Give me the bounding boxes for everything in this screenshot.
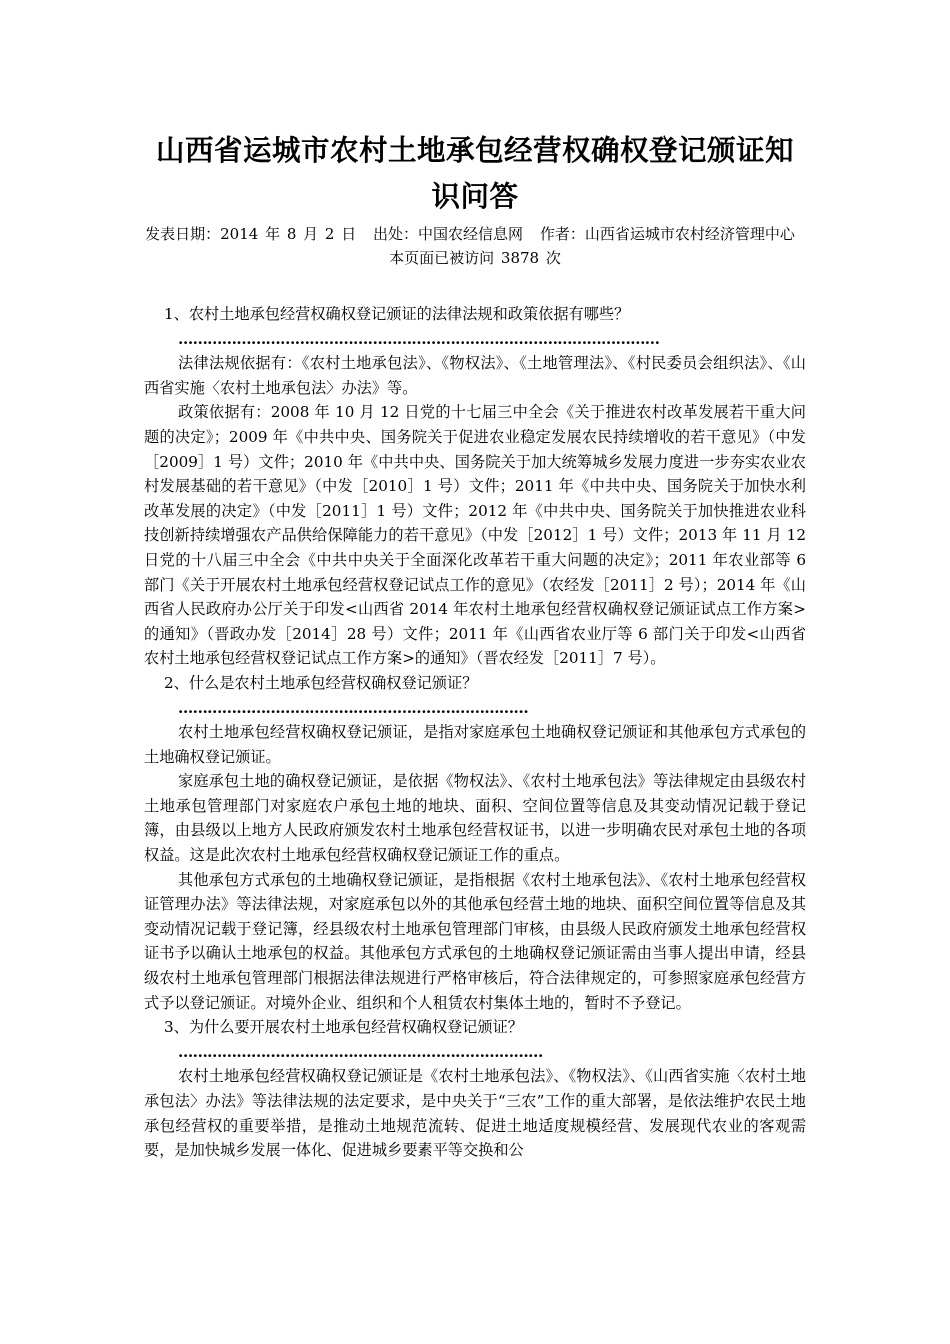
visit-count: 本页面已被访问 3878 次 — [389, 249, 561, 267]
answer-paragraph: 农村土地承包经营权确权登记颁证，是指对家庭承包土地确权登记颁证和其他承包方式承包的土地确权登记颁证。 — [144, 723, 806, 766]
answer-paragraph: 法律法规依据有：《农村土地承包法》、《物权法》、《土地管理法》、《村民委员会组织法》、《山西省实施〈农村土地承包法〉办法》等。 — [144, 354, 806, 397]
dotted-separator: ……………………………………………………………… — [178, 698, 529, 717]
question-heading: 2、什么是农村土地承包经营权确权登记颁证？ — [164, 673, 478, 692]
answer-paragraph: 政策依据有：2008 年 10 月 12 日党的十七届三中全会《关于推进农村改革发展若干重大问题的决定》；2009 年《中共中央、国务院关于促进农业稳定发展农民持续增收的若干意见》（中发［2009］1 号）文件；2010 年《中共中央、国务院关于加大统筹城乡发展力度进一步夯实农业农村发展基础的若干意见》（中发［2010］1 号）文件；2011 年《中共中央、国务院关于加快水利改革发展的决定》（中发［2011］1 号）文件；2012 年《中共中央、国务院关于加快推进农业科技创新持续增强农产品供给保障能力的若干意见》（中发［2012］1 号）文件；2013 年 11 月 12 日党的十八届三中全会《中共中央关于全面深化改革若干重大问题的决定》；2011 年农业部等 6 部门《关于开展农村土地承包经营权登记试点工作的意见》（农经发［2011］2 号）；2014 年《山西省人民政府办公厅关于印发<山西省 2014 年农村土地承包经营权确权登记颁证试点工作方案>的通知》（晋政办发［2014］28 号）文件；2011 年《山西省农业厅等 6 部门关于印发<山西省农村土地承包经营权登记试点工作方案>的通知》（晋农经发［2011］7 号）。 — [144, 403, 806, 668]
answer-paragraph: 其他承包方式承包的土地确权登记颁证，是指根据《农村土地承包法》、《农村土地承包经营权证管理办法》等法律法规，对家庭承包以外的其他承包经营土地的地块、面积空间位置等信息及其变动情况记载于登记簿，经县级农村土地承包管理部门审核，由县级人民政府颁发土地承包经营权证书予以确认土地承包的权益。其他承包方式承包的土地确权登记颁证需由当事人提出申请，经县级农村土地承包管理部门根据法律法规进行严格审核后，符合法律规定的，可参照家庭承包经营方式予以登记颁证。对境外企业、组织和个人租赁农村集体土地的，暂时不予登记。 — [144, 870, 806, 1012]
publish-date: 发表日期：2014 年 8 月 2 日 — [145, 225, 357, 243]
document-body — [144, 302, 806, 1163]
question-heading: 3、为什么要开展农村土地承包经营权确权登记颁证？ — [164, 1018, 523, 1037]
question-heading: 1、农村土地承包经营权确权登记颁证的法律法规和政策依据有哪些？ — [164, 305, 630, 323]
source: 出处：中国农经信息网 — [373, 225, 524, 243]
dotted-separator: ………………………………………………………………… — [178, 1042, 543, 1061]
answer-paragraph: 农村土地承包经营权确权登记颁证是《农村土地承包法》、《物权法》、《山西省实施〈农村土地承包法〉办法》等法律法规的法定要求，是中央关于“三农”工作的重大部署，是依法维护农民土地承包经营权的重要举措，是推动土地规范流转、促进土地适度规模经营、发展现代农业的客观需要，是加快城乡发展一体化、促进城乡要素平等交换和公 — [144, 1067, 806, 1160]
dotted-separator: ……………………………………………………………………………………… — [178, 329, 660, 348]
document-meta — [144, 222, 806, 270]
author: 作者：山西省运城市农村经济管理中心 — [539, 225, 795, 243]
document-page — [144, 128, 806, 1163]
document-title: 山西省运城市农村土地承包经营权确权登记颁证知识问答 — [155, 134, 794, 213]
answer-paragraph: 家庭承包土地的确权登记颁证，是依据《物权法》、《农村土地承包法》等法律规定由县级农村土地承包管理部门对家庭农户承包土地的地块、面积、空间位置等信息及其变动情况记载于登记簿，由县级以上地方人民政府颁发农村土地承包经营权证书，以进一步明确农民对承包土地的各项权益。这是此次农村土地承包经营权确权登记颁证工作的重点。 — [144, 772, 806, 865]
